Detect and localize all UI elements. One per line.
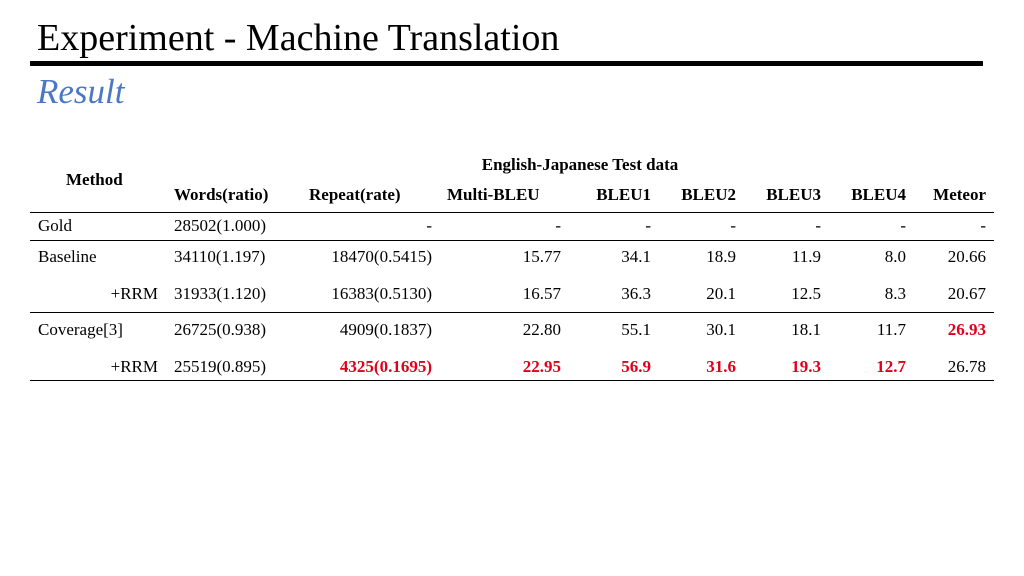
cell-multi-bleu: 16.57	[522, 284, 561, 303]
cell-repeat: 4909(0.1837)	[339, 320, 432, 339]
cell-method: Coverage[3]	[38, 320, 123, 339]
cell-bleu4: 8.0	[884, 247, 906, 266]
cell-words: 25519(0.895)	[174, 357, 267, 376]
header-bleu2: BLEU2	[681, 185, 736, 204]
cell-method: Gold	[38, 216, 72, 235]
cell-bleu1-best: 56.9	[621, 357, 651, 376]
cell-method: +RRM	[110, 284, 158, 303]
cell-bleu2: 30.1	[706, 320, 736, 339]
header-multi-bleu: Multi-BLEU	[447, 185, 540, 204]
cell-bleu3: 18.1	[791, 320, 821, 339]
cell-bleu2-best: 31.6	[706, 357, 736, 376]
table-rule-header	[30, 212, 994, 213]
cell-bleu3: 12.5	[791, 284, 821, 303]
cell-bleu3: -	[815, 216, 821, 235]
cell-bleu4-best: 12.7	[876, 357, 906, 376]
cell-multi-bleu: 15.77	[522, 247, 561, 266]
cell-repeat-best: 4325(0.1695)	[339, 357, 432, 376]
cell-meteor: -	[980, 216, 986, 235]
title-rule	[30, 61, 983, 66]
header-bleu3: BLEU3	[766, 185, 821, 204]
cell-bleu4: -	[900, 216, 906, 235]
cell-meteor: 20.67	[947, 284, 986, 303]
cell-method: Baseline	[38, 247, 97, 266]
cell-bleu1: -	[645, 216, 651, 235]
header-meteor: Meteor	[933, 185, 986, 204]
table-rule-gold	[30, 240, 994, 241]
cell-bleu2: -	[730, 216, 736, 235]
table-rule-bottom	[30, 380, 994, 381]
cell-bleu1: 34.1	[621, 247, 651, 266]
cell-bleu1: 36.3	[621, 284, 651, 303]
cell-multi-bleu: -	[555, 216, 561, 235]
cell-repeat: -	[426, 216, 432, 235]
cell-words: 28502(1.000)	[174, 216, 267, 235]
cell-meteor: 26.78	[947, 357, 986, 376]
header-group: English-Japanese Test data	[481, 155, 679, 174]
cell-multi-bleu: 22.80	[522, 320, 561, 339]
header-repeat: Repeat(rate)	[309, 185, 401, 204]
header-bleu4: BLEU4	[851, 185, 906, 204]
cell-meteor-best: 26.93	[947, 320, 986, 339]
header-words: Words(ratio)	[174, 185, 269, 204]
header-method: Method	[66, 170, 123, 189]
cell-words: 31933(1.120)	[174, 284, 267, 303]
cell-bleu2: 20.1	[706, 284, 736, 303]
cell-bleu3: 11.9	[791, 247, 821, 266]
cell-bleu2: 18.9	[706, 247, 736, 266]
cell-method: +RRM	[110, 357, 158, 376]
cell-repeat: 16383(0.5130)	[331, 284, 432, 303]
cell-words: 34110(1.197)	[174, 247, 266, 266]
slide-subtitle: Result	[37, 72, 125, 111]
cell-bleu4: 8.3	[884, 284, 906, 303]
header-bleu1: BLEU1	[596, 185, 651, 204]
slide-title: Experiment - Machine Translation	[37, 17, 560, 59]
cell-multi-bleu-best: 22.95	[522, 357, 561, 376]
cell-repeat: 18470(0.5415)	[331, 247, 432, 266]
cell-bleu4: 11.7	[876, 320, 906, 339]
cell-bleu3-best: 19.3	[791, 357, 821, 376]
cell-words: 26725(0.938)	[174, 320, 267, 339]
cell-bleu1: 55.1	[621, 320, 651, 339]
table-rule-baseline	[30, 312, 994, 313]
cell-meteor: 20.66	[947, 247, 986, 266]
